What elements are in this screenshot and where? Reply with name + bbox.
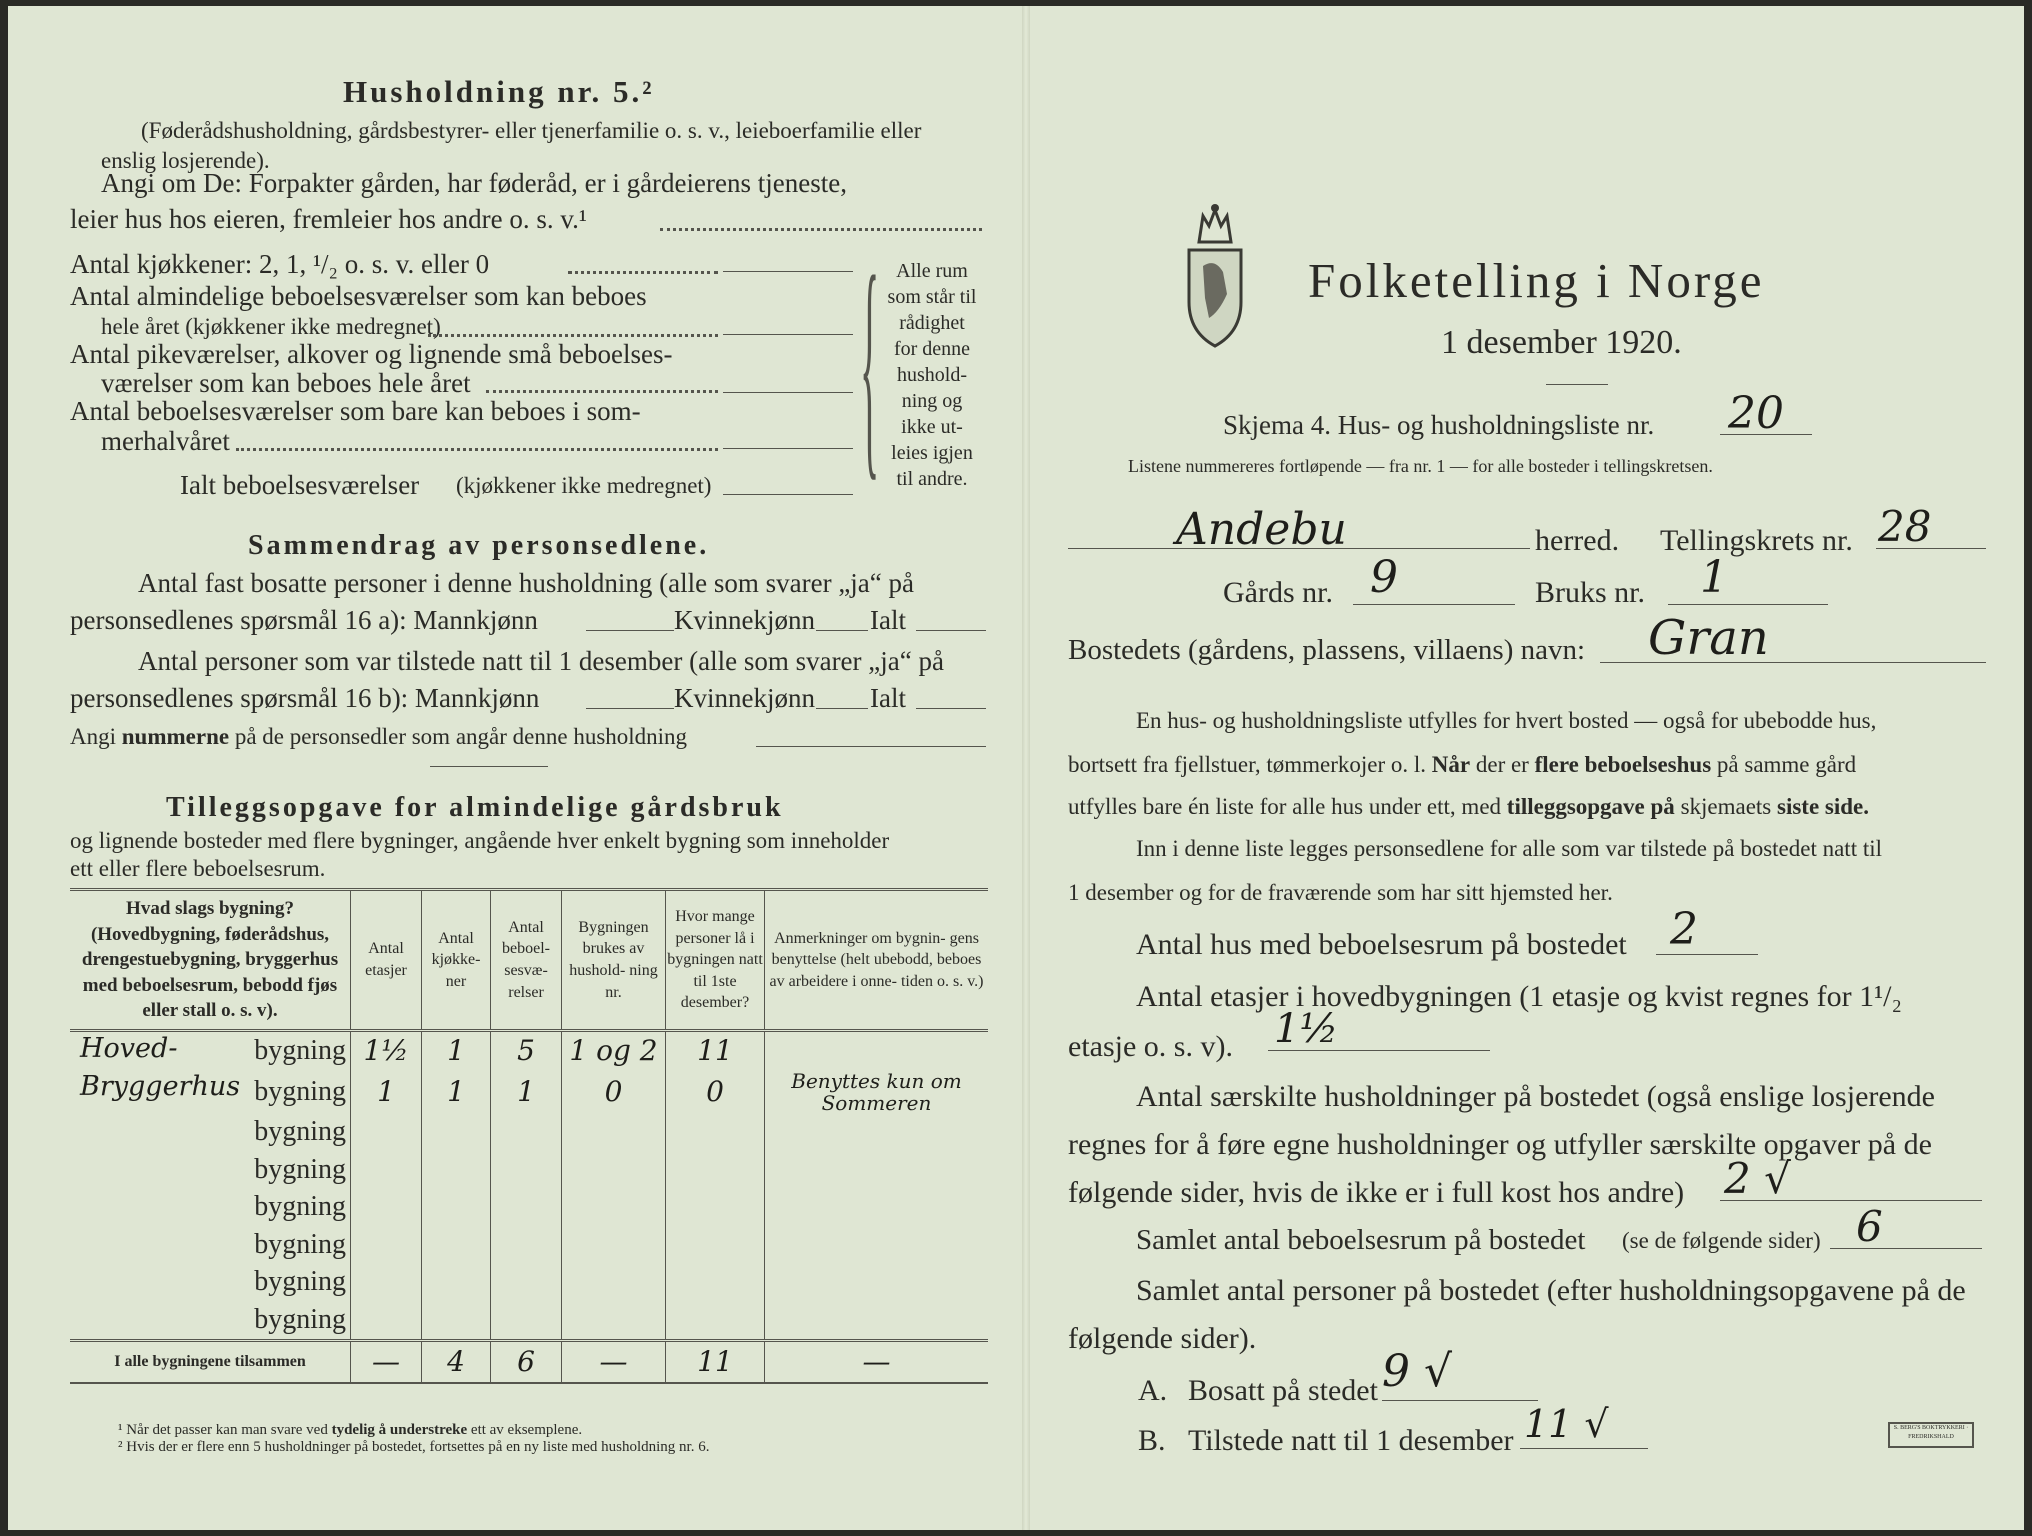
col-building-type-text: Hvad slags bygning? (Hovedbygning, føderådshus, drengestuebygning, bryggerhus med beboelsesrum, bebodd fjøs eller stall o. s. v). xyxy=(81,897,339,1022)
line xyxy=(586,630,674,631)
room-row-small: Antal pikeværelser, alkover og lignende små beboelses- xyxy=(70,339,673,369)
building-table xyxy=(70,888,988,1384)
cell-vaer xyxy=(491,1226,562,1264)
q-hush-line-1: Antal særskilte husholdninger på bostedet (også enslige losjerende xyxy=(1136,1080,1935,1113)
total-vaer: 6 xyxy=(491,1340,562,1383)
cell-anm xyxy=(765,1114,989,1152)
col-rooms: Antal beboel- sesvæ- relser xyxy=(491,890,562,1031)
cell-vaer xyxy=(491,1301,562,1340)
para1-line-2 xyxy=(1068,752,1856,778)
bygning-word: bygning xyxy=(254,1191,346,1223)
col-floors: Antal etasjer xyxy=(351,890,422,1031)
table-row xyxy=(70,1070,988,1114)
side-note-line: hushold- xyxy=(897,364,967,386)
table-row xyxy=(70,1114,988,1152)
side-note-line: for denne xyxy=(893,338,971,360)
text: på de personsedler som angår denne husholdning xyxy=(229,724,688,749)
building-type-cell xyxy=(70,1226,351,1264)
side-note-line: som står til xyxy=(887,286,977,308)
cell-pers xyxy=(666,1264,765,1302)
ialt-rooms-paren: (kjøkkener ikke medregnet) xyxy=(456,473,712,498)
cell-pers: 0 xyxy=(666,1070,765,1114)
cell-hush: 0 xyxy=(562,1070,666,1114)
q-etasjer-line-1: Antal etasjer i hovedbygningen (1 etasje og kvist regnes for 1¹/₂ xyxy=(1136,980,1902,1013)
census-date: 1 desember 1920. xyxy=(1441,324,1682,361)
text: bortsett fra fjellstuer, tømmerkojer o. l. xyxy=(1068,752,1432,777)
side-note-line: Alle rum xyxy=(896,260,968,282)
cell-kjokken xyxy=(422,1226,491,1264)
census-form-page xyxy=(8,6,2024,1530)
table-total-row xyxy=(70,1340,988,1383)
line xyxy=(723,448,853,449)
cell-pers xyxy=(666,1301,765,1340)
table-row xyxy=(70,1151,988,1189)
cell-etasjer xyxy=(351,1114,422,1152)
col-persons: Hvor mange personer lå i bygningen natt til 1ste desember? xyxy=(666,890,765,1031)
text: siste side. xyxy=(1777,794,1870,819)
herred-label: herred. xyxy=(1535,524,1620,557)
dots xyxy=(236,448,718,451)
bygning-word: bygning xyxy=(254,1116,346,1148)
text: Angi xyxy=(70,724,122,749)
para1-line-3 xyxy=(1068,794,1869,820)
summary-2-total: Ialt xyxy=(870,683,906,713)
room-row-kitchens: Antal kjøkkener: 2, 1, ¹/₂ o. s. v. eller 0 xyxy=(70,249,490,279)
gards-label: Gårds nr. xyxy=(1223,576,1333,609)
footnote-1 xyxy=(118,1422,582,1439)
line xyxy=(816,630,868,631)
total-pers: 11 xyxy=(666,1340,765,1383)
text: ett av eksemplene. xyxy=(467,1422,583,1438)
cell-pers: 11 xyxy=(666,1031,765,1070)
q-etasjer-value: 1½ xyxy=(1274,1006,1339,1052)
cell-hush xyxy=(562,1151,666,1189)
cell-pers xyxy=(666,1151,765,1189)
q-hush-line-3: følgende sider, hvis de ikke er i full kost hos andre) xyxy=(1068,1176,1685,1209)
text: nummerne xyxy=(121,724,230,749)
q-hush-line-2: regnes for å føre egne husholdninger og utfyller særskilte opgaver på de xyxy=(1068,1128,1932,1161)
cell-kjokken xyxy=(422,1301,491,1340)
a-text: Bosatt på stedet xyxy=(1188,1374,1378,1407)
cell-hush xyxy=(562,1189,666,1227)
q-pers-line-2: følgende sider). xyxy=(1068,1322,1257,1355)
q-pers-line-1: Samlet antal personer på bostedet (efter husholdningsopgavene på de xyxy=(1136,1274,1966,1307)
room-row-small-2: værelser som kan beboes hele året xyxy=(101,368,471,398)
room-row-ordinary-2: hele året (kjøkkener ikke medregnet) xyxy=(101,314,441,339)
summary-1-line-2: personsedlenes spørsmål 16 a): Mannkjønn xyxy=(70,605,538,635)
side-note-line: rådighet xyxy=(899,312,965,334)
brace: { xyxy=(860,223,880,503)
text: ¹ Når det passer kan man svare ved xyxy=(118,1422,332,1438)
ialt-rooms-label: Ialt beboelsesværelser xyxy=(180,470,420,500)
line xyxy=(723,392,853,393)
table-row xyxy=(70,1031,988,1070)
table-row xyxy=(70,1301,988,1340)
line xyxy=(1353,604,1515,605)
skjema-number: 20 xyxy=(1728,388,1784,439)
dots xyxy=(428,334,718,337)
room-row-summer-2: merhalvåret xyxy=(101,426,230,456)
cell-hush xyxy=(562,1114,666,1152)
total-anm: — xyxy=(765,1340,989,1383)
cell-etasjer xyxy=(351,1226,422,1264)
a-label: A. xyxy=(1138,1374,1168,1407)
angi-line-2: leier hus hos eieren, fremleier hos andre o. s. v.¹ xyxy=(70,204,587,234)
cell-pers xyxy=(666,1226,765,1264)
tellingskrets-value: 28 xyxy=(1878,502,1932,551)
q-rum-paren: (se de følgende sider) xyxy=(1622,1228,1821,1253)
building-type-handwritten: Bryggerhus xyxy=(80,1070,241,1102)
building-type-cell xyxy=(70,1189,351,1227)
line xyxy=(1830,1248,1982,1249)
line xyxy=(1668,604,1828,605)
cell-etasjer xyxy=(351,1264,422,1302)
bosted-value: Gran xyxy=(1648,610,1769,666)
cell-anm xyxy=(765,1264,989,1302)
bygning-word: bygning xyxy=(254,1228,346,1260)
text: på samme gård xyxy=(1711,752,1857,777)
text: Når xyxy=(1431,752,1471,777)
cell-etasjer: 1½ xyxy=(351,1031,422,1070)
line xyxy=(816,708,868,709)
q-hush-value: 2 √ xyxy=(1724,1154,1791,1203)
tillegg-line-1: og lignende bosteder med flere bygninger, angående hver enkelt bygning som inneholder xyxy=(70,828,890,853)
household-intro: (Føderådshusholdning, gårdsbestyrer- eller tjenerfamilie o. s. v., leieboerfamilie eller enslig losjerende). xyxy=(101,118,922,173)
cell-etasjer xyxy=(351,1189,422,1227)
total-etasjer: — xyxy=(351,1340,422,1383)
col-building-type xyxy=(70,890,351,1031)
angi-answer-line xyxy=(660,228,982,231)
para1-line-1: En hus- og husholdningsliste utfylles for hvert bosted — også for ubebodde hus, xyxy=(1136,708,1877,733)
cell-anm xyxy=(765,1031,989,1070)
room-row-ordinary: Antal almindelige beboelsesværelser som kan beboes xyxy=(70,281,647,311)
side-note-line: leies igjen xyxy=(891,442,973,464)
building-type-cell xyxy=(70,1031,351,1070)
cell-anm xyxy=(765,1189,989,1227)
footnote-2: ² Hvis der er flere enn 5 husholdninger på bostedet, fortsettes på en ny liste med husholdning nr. 6. xyxy=(118,1439,710,1455)
side-note xyxy=(876,258,988,492)
bosted-label: Bostedets (gårdens, plassens, villaens) navn: xyxy=(1068,634,1586,666)
bygning-word: bygning xyxy=(254,1153,346,1185)
coat-of-arms-icon xyxy=(1183,202,1247,352)
dots xyxy=(486,390,718,393)
summary-1-line-1: Antal fast bosatte personer i denne husholdning (alle som svarer „ja“ på xyxy=(138,568,914,598)
line xyxy=(723,494,853,495)
bygning-word: bygning xyxy=(254,1303,346,1335)
listene-note: Listene nummereres fortløpende — fra nr. 1 — for alle bosteder i tellingskretsen. xyxy=(1128,456,1713,476)
cell-kjokken xyxy=(422,1264,491,1302)
room-row-summer: Antal beboelsesværelser som bare kan beboes i som- xyxy=(70,396,641,426)
b-text: Tilstede natt til 1 desember xyxy=(1188,1424,1514,1457)
cell-vaer xyxy=(491,1114,562,1152)
total-hush: — xyxy=(562,1340,666,1383)
cell-anm xyxy=(765,1301,989,1340)
q-hus-value: 2 xyxy=(1670,904,1698,955)
building-type-cell xyxy=(70,1264,351,1302)
col-household-nr: Bygningen brukes av hushold- ning nr. xyxy=(562,890,666,1031)
text: flere beboelseshus xyxy=(1534,752,1712,777)
cell-kjokken: 1 xyxy=(422,1031,491,1070)
skjema-label: Skjema 4. Hus- og husholdningsliste nr. xyxy=(1223,410,1655,440)
line xyxy=(1382,1400,1538,1401)
line xyxy=(723,271,853,272)
col-kitchens: Antal kjøkke- ner xyxy=(422,890,491,1031)
text: der er xyxy=(1470,752,1535,777)
line xyxy=(586,708,674,709)
total-kjokken: 4 xyxy=(422,1340,491,1383)
line xyxy=(1520,1448,1648,1449)
summary-title: Sammendrag av personsedlene. xyxy=(248,530,710,561)
dots xyxy=(568,271,718,274)
tellingskrets-label: Tellingskrets nr. xyxy=(1660,524,1853,557)
text: skjemaets xyxy=(1674,794,1778,819)
cell-hush xyxy=(562,1301,666,1340)
table-row xyxy=(70,1189,988,1227)
bruks-label: Bruks nr. xyxy=(1535,576,1646,609)
tillegg-title: Tilleggsopgave for almindelige gårdsbruk xyxy=(166,792,784,823)
building-type-cell xyxy=(70,1114,351,1152)
cell-kjokken xyxy=(422,1114,491,1152)
q-rum-label: Samlet antal beboelsesrum på bostedet xyxy=(1136,1224,1586,1256)
bruks-value: 1 xyxy=(1700,552,1728,603)
table-header-row xyxy=(70,890,988,1031)
cell-anm: Benyttes kun om Sommeren xyxy=(765,1070,989,1114)
household-title: Husholdning nr. 5.² xyxy=(343,74,655,109)
cell-kjokken xyxy=(422,1189,491,1227)
side-note-line: ning og xyxy=(901,390,963,412)
cell-hush xyxy=(562,1226,666,1264)
tillegg-line-2: ett eller flere beboelsesrum. xyxy=(70,856,326,881)
cell-kjokken: 1 xyxy=(422,1070,491,1114)
cell-vaer xyxy=(491,1151,562,1189)
text: tydelig å understreke xyxy=(331,1422,468,1438)
building-type-cell xyxy=(70,1301,351,1340)
bygning-word: bygning xyxy=(254,1075,346,1107)
b-value: 11 √ xyxy=(1524,1402,1609,1446)
printer-stamp: S. BERG'S BOKTRYKKERI · FREDRIKSHALD xyxy=(1888,1422,1974,1448)
q-hus-label: Antal hus med beboelsesrum på bostedet xyxy=(1136,928,1627,961)
table-row xyxy=(70,1226,988,1264)
line xyxy=(723,334,853,335)
page-fold xyxy=(1022,6,1030,1530)
cell-vaer xyxy=(491,1189,562,1227)
summary-2-line-2: personsedlenes spørsmål 16 b): Mannkjønn xyxy=(70,683,540,713)
text: tilleggsopgave på xyxy=(1506,794,1675,819)
building-type-cell xyxy=(70,1070,351,1114)
bygning-word: bygning xyxy=(254,1034,346,1066)
col-remarks: Anmerkninger om bygnin- gens benyttelse (helt ubebodd, beboes av arbeidere i onne- tiden o. s. v.) xyxy=(765,890,989,1031)
cell-hush xyxy=(562,1264,666,1302)
summary-1-total: Ialt xyxy=(870,605,906,635)
divider-short xyxy=(1546,384,1608,385)
summary-2-female: Kvinnekjønn xyxy=(674,683,815,713)
cell-etasjer xyxy=(351,1301,422,1340)
cell-hush: 1 og 2 xyxy=(562,1031,666,1070)
b-label: B. xyxy=(1138,1424,1166,1457)
building-type-cell xyxy=(70,1151,351,1189)
side-note-line: til andre. xyxy=(896,468,968,490)
angi-line-1: Angi om De: Forpakter gården, har føderåd, er i gårdeierens tjeneste, xyxy=(101,168,847,198)
q-rum-value: 6 xyxy=(1856,1202,1883,1251)
q-etasjer-line-2: etasje o. s. v). xyxy=(1068,1030,1233,1063)
line xyxy=(916,630,986,631)
cell-etasjer xyxy=(351,1151,422,1189)
cell-vaer: 5 xyxy=(491,1031,562,1070)
para2-line-2: 1 desember og for de fraværende som har sitt hjemsted her. xyxy=(1068,880,1613,905)
line xyxy=(916,708,986,709)
side-note-line: ikke ut- xyxy=(901,416,963,438)
building-type-handwritten: Hoved- xyxy=(80,1033,178,1064)
summary-1-female: Kvinnekjønn xyxy=(674,605,815,635)
cell-anm xyxy=(765,1226,989,1264)
summary-2-line-1: Antal personer som var tilstede natt til 1 desember (alle som svarer „ja“ på xyxy=(138,646,944,676)
cell-vaer: 1 xyxy=(491,1070,562,1114)
a-value: 9 √ xyxy=(1382,1346,1453,1397)
cell-kjokken xyxy=(422,1151,491,1189)
gards-value: 9 xyxy=(1370,552,1398,603)
bygning-word: bygning xyxy=(254,1266,346,1298)
cell-anm xyxy=(765,1151,989,1189)
divider xyxy=(430,766,548,767)
line xyxy=(756,746,986,747)
cell-vaer xyxy=(491,1264,562,1302)
cell-pers xyxy=(666,1189,765,1227)
para2-line-1: Inn i denne liste legges personsedlene for alle som var tilstede på bostedet natt til xyxy=(1136,836,1883,861)
census-title: Folketelling i Norge xyxy=(1308,253,1765,308)
herred-value: Andebu xyxy=(1176,504,1347,555)
cell-etasjer: 1 xyxy=(351,1070,422,1114)
total-label: I alle bygningene tilsammen xyxy=(70,1340,351,1383)
cell-pers xyxy=(666,1114,765,1152)
text: utfylles bare én liste for alle hus under ett, med xyxy=(1068,794,1507,819)
angi-nummerne xyxy=(70,724,687,750)
table-row xyxy=(70,1264,988,1302)
